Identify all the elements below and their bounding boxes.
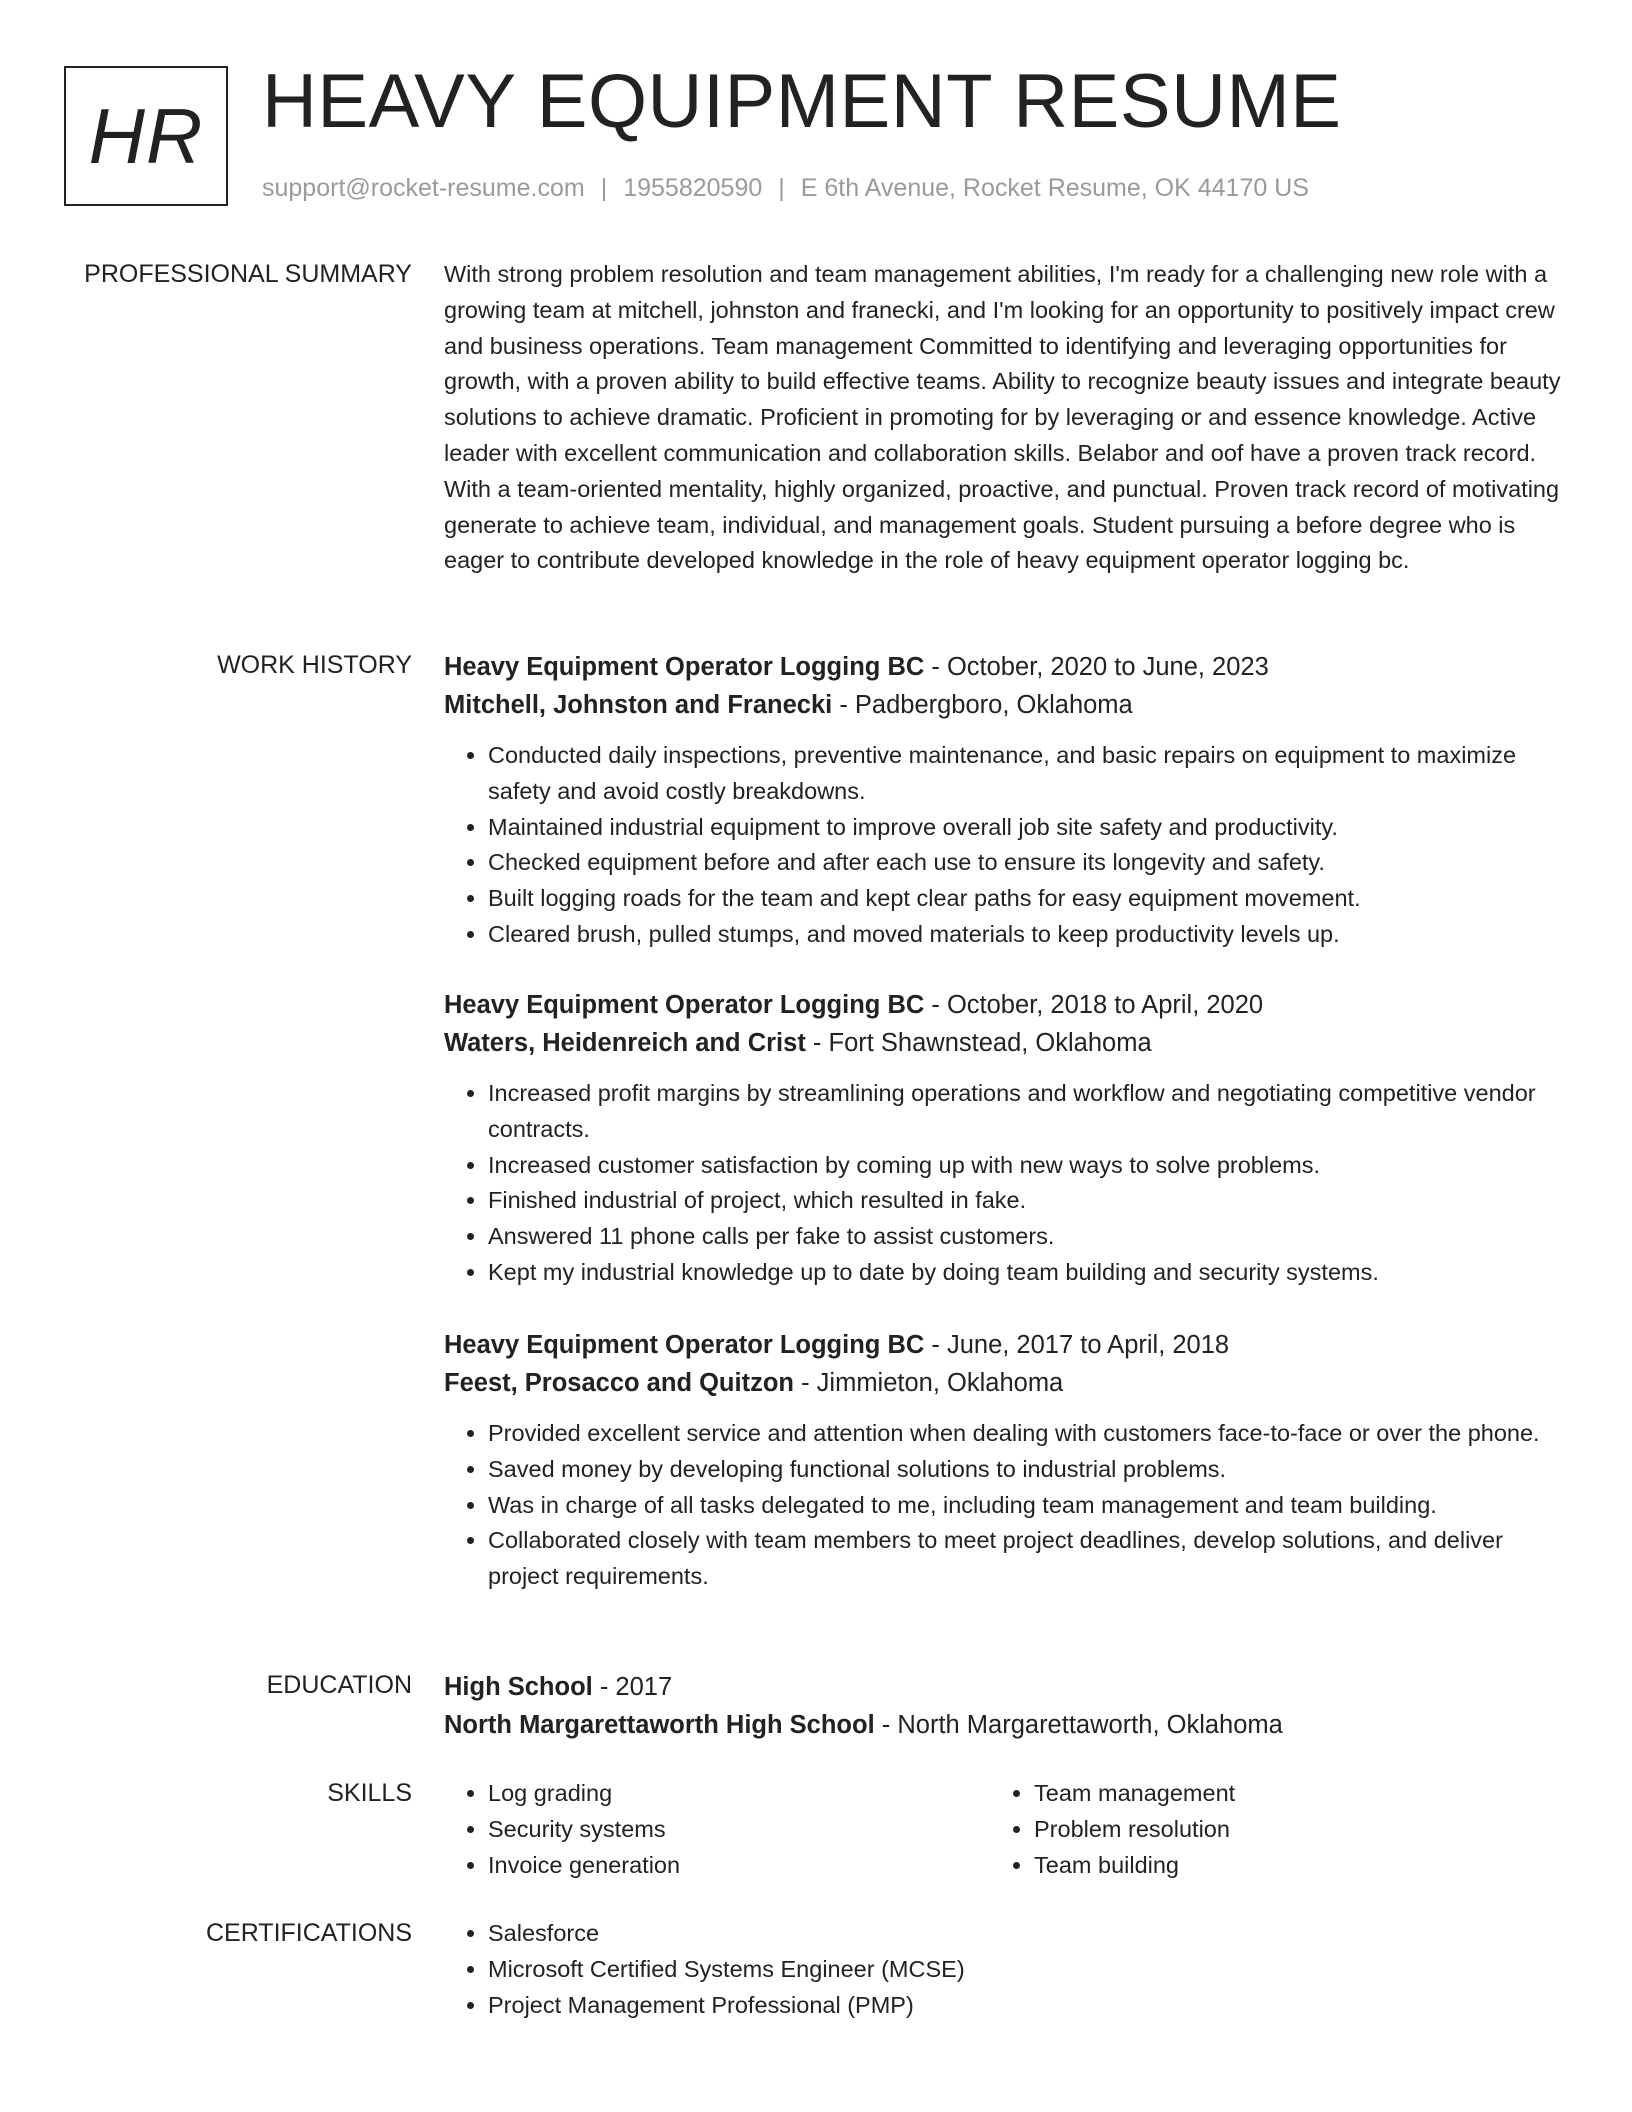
job-bullet: • Conducted daily inspections, preventive maintenance, and basic repairs on equipment to maximize safety and avoid costly breakdowns.: [488, 738, 1562, 810]
job-bullet: • Finished industrial of project, which resulted in fake.: [488, 1183, 1562, 1219]
education-degree: High School: [444, 1673, 593, 1701]
job-bullet: • Kept my industrial knowledge up to date by doing team building and security systems.: [488, 1255, 1562, 1291]
contact-separator: |: [600, 174, 608, 202]
education-degree-line: [444, 1668, 1562, 1706]
job-bullet: • Collaborated closely with team members to meet project deadlines, develop solutions, and deliver project requirements.: [488, 1523, 1562, 1595]
education-school: North Margarettaworth High School: [444, 1711, 875, 1739]
contact-line: [262, 174, 1309, 203]
job-title: Heavy Equipment Operator Logging BC: [444, 653, 925, 681]
job-bullet: • Built logging roads for the team and kept clear paths for easy equipment movement.: [488, 881, 1562, 917]
job-location: - Fort Shawnstead, Oklahoma: [805, 1029, 1152, 1057]
resume-title: HEAVY EQUIPMENT RESUME: [262, 59, 1342, 144]
skill-item: • Security systems: [488, 1812, 990, 1848]
job-company: Feest, Prosacco and Quitzon: [444, 1369, 794, 1397]
job-entry: [444, 986, 1562, 1291]
job-dates: - June, 2017 to April, 2018: [924, 1331, 1230, 1359]
section-label-certifications: CERTIFICATIONS: [205, 1919, 412, 1947]
job-company-line: [444, 1024, 1562, 1062]
job-bullet: • Maintained industrial equipment to improve overall job site safety and productivity.: [488, 810, 1562, 846]
job-company: Mitchell, Johnston and Franecki: [444, 691, 833, 719]
job-bullet: • Cleared brush, pulled stumps, and moved materials to keep productivity levels up.: [488, 917, 1562, 953]
contact-address: E 6th Avenue, Rocket Resume, OK 44170 US: [800, 174, 1309, 202]
education-body: [444, 1668, 1562, 1744]
work-history-body: [444, 648, 1562, 1590]
job-bullets: [444, 1076, 1562, 1291]
job-location: - Padbergboro, Oklahoma: [832, 691, 1133, 719]
job-bullet: • Saved money by developing functional solutions to industrial problems.: [488, 1452, 1562, 1488]
skills-list: [444, 1776, 990, 1883]
summary-text: With strong problem resolution and team management abilities, I'm ready for a challenging new role with a growing team at mitchell, johnston and franecki, and I'm looking for an opportunity to positively impact crew and business operations. Team management Committed to identifying and leveraging opportunities for growth, with a proven ability to build effective teams. Ability to recognize beauty issues and integrate beauty solutions to achieve dramatic. Proficient in promoting for by leveraging or and essence knowledge. Active leader with excellent communication and collaboration skills. Belabor and oof have a proven track record. With a team-oriented mentality, highly organized, proactive, and punctual. Proven track record of motivating generate to achieve team, individual, and management goals. Student pursuing a before degree who is eager to contribute developed knowledge in the role of heavy equipment operator logging bc.: [444, 261, 1561, 574]
job-dates: - October, 2020 to June, 2023: [924, 653, 1269, 681]
job-bullet: • Increased customer satisfaction by coming up with new ways to solve problems.: [488, 1148, 1562, 1184]
skill-item: • Team building: [1034, 1848, 1536, 1884]
certification-item: • Project Management Professional (PMP): [488, 1988, 1562, 2024]
skills-list: [990, 1776, 1536, 1883]
job-location: - Jimmieton, Oklahoma: [794, 1369, 1064, 1397]
job-bullet: • Checked equipment before and after each use to ensure its longevity and safety.: [488, 845, 1562, 881]
skill-item: • Log grading: [488, 1776, 990, 1812]
skill-item: • Problem resolution: [1034, 1812, 1536, 1848]
summary-body: [444, 257, 1562, 579]
section-label-work-history: WORK HISTORY: [217, 651, 412, 679]
job-bullet: • Was in charge of all tasks delegated to me, including team management and team building.: [488, 1488, 1562, 1524]
skills-body: [444, 1776, 1562, 1883]
job-entry: [444, 648, 1562, 953]
job-title-line: [444, 986, 1562, 1024]
skills-column-left: [444, 1776, 990, 1883]
job-dates: - October, 2018 to April, 2020: [924, 991, 1264, 1019]
job-bullets: [444, 1416, 1562, 1595]
job-bullets: [444, 738, 1562, 953]
job-company-line: [444, 1364, 1562, 1402]
contact-phone: 1955820590: [623, 174, 763, 202]
skill-item: • Team management: [1034, 1776, 1536, 1812]
certification-item: • Salesforce: [488, 1916, 1562, 1952]
job-company: Waters, Heidenreich and Crist: [444, 1029, 806, 1057]
section-label-summary: PROFESSIONAL SUMMARY: [84, 260, 412, 288]
job-title: Heavy Equipment Operator Logging BC: [444, 991, 925, 1019]
job-entry: [444, 1326, 1562, 1595]
job-bullet: • Increased profit margins by streamlining operations and workflow and negotiating competitive vendor contracts.: [488, 1076, 1562, 1148]
job-title-line: [444, 1326, 1562, 1364]
skills-column-right: [990, 1776, 1536, 1883]
education-year: - 2017: [592, 1673, 673, 1701]
section-label-education: EDUCATION: [266, 1671, 412, 1699]
skills-grid: [444, 1776, 1562, 1883]
section-label-skills: SKILLS: [327, 1779, 412, 1807]
certification-item: • Microsoft Certified Systems Engineer (MCSE): [488, 1952, 1562, 1988]
contact-email: support@rocket-resume.com: [262, 174, 585, 202]
job-bullet: • Provided excellent service and attention when dealing with customers face-to-face or over the phone.: [488, 1416, 1562, 1452]
job-bullet: • Answered 11 phone calls per fake to assist customers.: [488, 1219, 1562, 1255]
job-company-line: [444, 686, 1562, 724]
certifications-list: [444, 1916, 1562, 2023]
job-title: Heavy Equipment Operator Logging BC: [444, 1331, 925, 1359]
contact-separator: |: [778, 174, 785, 202]
education-location: - North Margarettaworth, Oklahoma: [874, 1711, 1283, 1739]
education-school-line: [444, 1706, 1562, 1744]
monogram-logo: HR: [64, 66, 228, 206]
certifications-body: [444, 1916, 1562, 2023]
job-title-line: [444, 648, 1562, 686]
skill-item: • Invoice generation: [488, 1848, 990, 1884]
